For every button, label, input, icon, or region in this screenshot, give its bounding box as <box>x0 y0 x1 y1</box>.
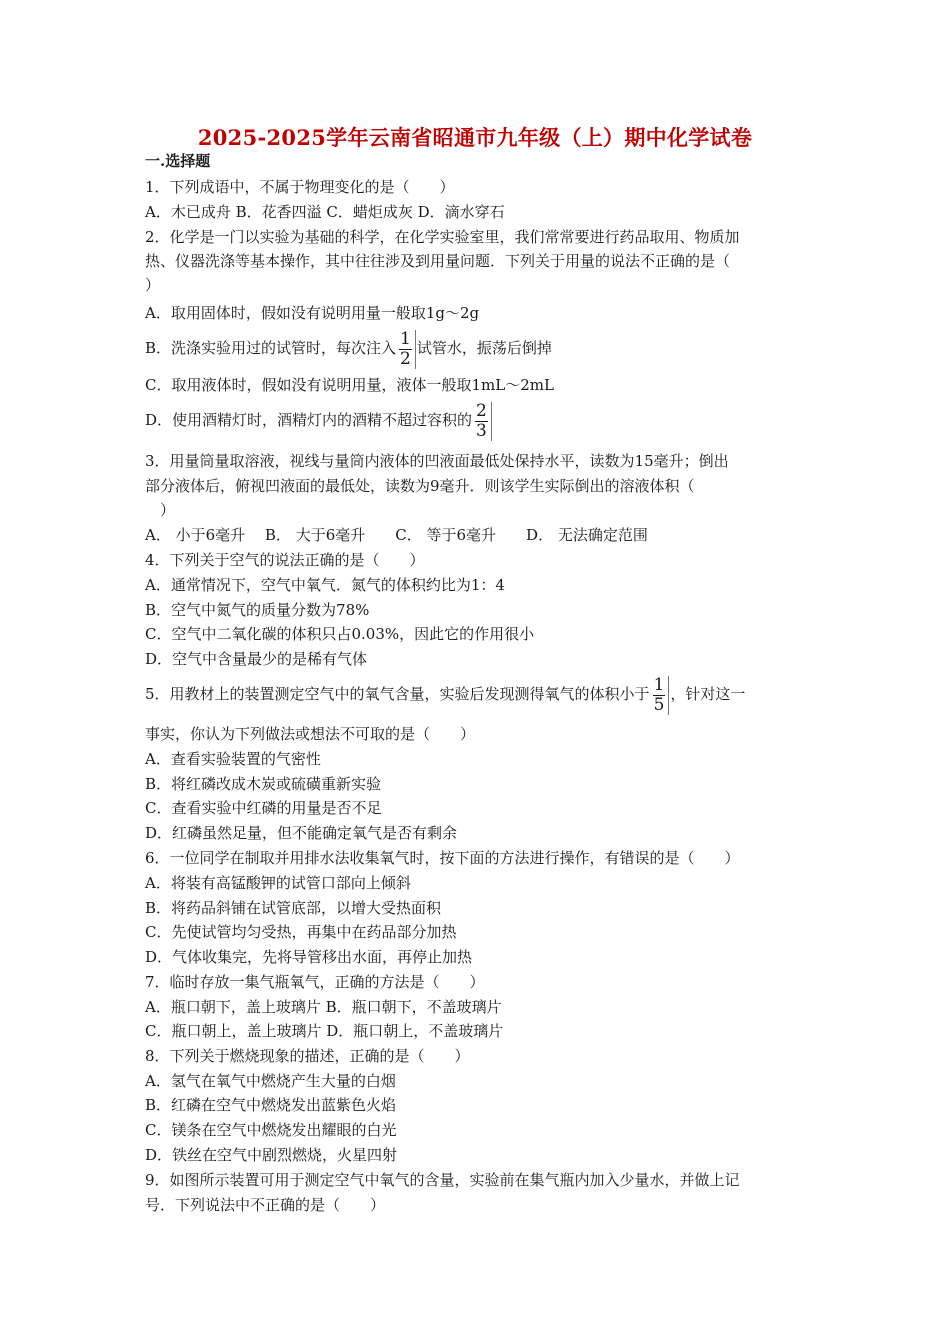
q4-option-a: A．通常情况下，空气中氧气．氮气的体积约比为1：4 <box>145 576 505 594</box>
q4-option-b: B．空气中氮气的质量分数为78% <box>145 601 370 619</box>
q2-option-b-text: B．洗涤实验用过的试管时，每次注入 <box>145 339 397 357</box>
section-heading: 一.选择题 <box>145 152 211 170</box>
q6-stem: 6．一位同学在制取并用排水法收集氧气时，按下面的方法进行操作，有错误的是（ ） <box>145 849 740 867</box>
q8-option-a: A．氢气在氧气中燃烧产生大量的白烟 <box>145 1072 396 1090</box>
fraction-one-fifth <box>651 676 670 715</box>
q1-options: A．木已成舟 B．花香四溢 C．蜡炬成灰 D．滴水穿石 <box>145 203 505 221</box>
q4-option-c: C．空气中二氧化碳的体积只占0.03%，因此它的作用很小 <box>145 625 535 643</box>
q4-option-d: D．空气中含量最少的是稀有气体 <box>145 650 368 668</box>
fraction-numerator: 2 <box>476 400 487 421</box>
fraction-denominator: 2 <box>400 348 411 369</box>
fraction-two-thirds <box>473 402 492 441</box>
fraction-denominator: 5 <box>653 694 665 715</box>
q3-stem-line3: ） <box>160 501 176 519</box>
q3-options: A． 小于6毫升 B． 大于6毫升 C． 等于6毫升 D． 无法确定范围 <box>145 526 648 544</box>
q2-option-d <box>145 398 493 442</box>
q4-stem: 4．下列关于空气的说法正确的是（ ） <box>145 551 425 569</box>
q8-option-c: C．镁条在空气中燃烧发出耀眼的白光 <box>145 1121 397 1139</box>
q5-stem-text-end: ，针对这一 <box>670 685 746 703</box>
q2-stem-line1: 2．化学是一门以实验为基础的科学，在化学实验室里，我们常常要进行药品取用、物质加 <box>145 228 740 246</box>
q9-stem-line2: 号．下列说法中不正确的是（ ） <box>145 1196 386 1214</box>
q2-option-b <box>145 326 552 370</box>
exam-title: 2025-2025学年云南省昭通市九年级（上）期中化学试卷 <box>197 125 753 150</box>
fraction-one-half <box>397 330 416 369</box>
q2-stem-line3: ） <box>145 276 161 294</box>
q9-stem-line1: 9．如图所示装置可用于测定空气中氧气的含量，实验前在集气瓶内加入少量水，并做上记 <box>145 1171 740 1189</box>
q3-stem-line2: 部分液体后，俯视凹液面的最低处，读数为9毫升．则该学生实际倒出的溶液体积（ <box>145 477 695 495</box>
q2-option-a: A．取用固体时，假如没有说明用量一般取1g～2g <box>145 304 480 322</box>
q8-option-b: B．红磷在空气中燃烧发出蓝紫色火焰 <box>145 1096 397 1114</box>
q5-stem-line1 <box>145 672 745 716</box>
q5-option-a: A．查看实验装置的气密性 <box>145 750 321 768</box>
q7-options-cd: C．瓶口朝上，盖上玻璃片 D．瓶口朝上，不盖玻璃片 <box>145 1022 504 1040</box>
q5-option-b: B．将红磷改成木炭或硫磺重新实验 <box>145 775 382 793</box>
fraction-denominator: 3 <box>476 420 487 441</box>
q6-option-a: A．将装有高锰酸钾的试管口部向上倾斜 <box>145 874 411 892</box>
fraction-numerator: 1 <box>653 674 665 695</box>
q8-option-d: D．铁丝在空气中剧烈燃烧，火星四射 <box>145 1146 398 1164</box>
q2-stem-line2: 热、仪器洗涤等基本操作，其中往往涉及到用量问题．下列关于用量的说法不正确的是（ <box>145 252 731 270</box>
q3-stem-line1: 3．用量筒量取溶液，视线与量筒内液体的凹液面最低处保持水平，读数为15毫升；倒出 <box>145 452 729 470</box>
q6-option-b: B．将药品斜铺在试管底部，以增大受热面积 <box>145 899 442 917</box>
q8-stem: 8．下列关于燃烧现象的描述，正确的是（ ） <box>145 1047 470 1065</box>
q2-option-b-text-end: 试管水，振荡后倒掉 <box>416 339 552 357</box>
q2-option-d-text: D．使用酒精灯时，酒精灯内的酒精不超过容积的 <box>145 411 473 429</box>
q5-stem-line2: 事实，你认为下列做法或想法不可取的是（ ） <box>145 725 476 743</box>
q7-options-ab: A．瓶口朝下，盖上玻璃片 B．瓶口朝下，不盖玻璃片 <box>145 998 502 1016</box>
q2-option-c: C．取用液体时，假如没有说明用量，液体一般取1mL～2mL <box>145 376 554 394</box>
q7-stem: 7．临时存放一集气瓶氧气，正确的方法是（ ） <box>145 973 485 991</box>
q5-option-d: D．红磷虽然足量，但不能确定氧气是否有剩余 <box>145 824 458 842</box>
q5-option-c: C．查看实验中红磷的用量是否不足 <box>145 799 382 817</box>
q5-stem-text: 5．用教材上的装置测定空气中的氧气含量，实验后发现测得氧气的体积小于 <box>145 685 650 703</box>
q6-option-c: C．先使试管均匀受热，再集中在药品部分加热 <box>145 923 457 941</box>
fraction-numerator: 1 <box>400 328 411 349</box>
q6-option-d: D．气体收集完，先将导管移出水面，再停止加热 <box>145 948 473 966</box>
q1-stem: 1．下列成语中，不属于物理变化的是（ ） <box>145 178 455 196</box>
